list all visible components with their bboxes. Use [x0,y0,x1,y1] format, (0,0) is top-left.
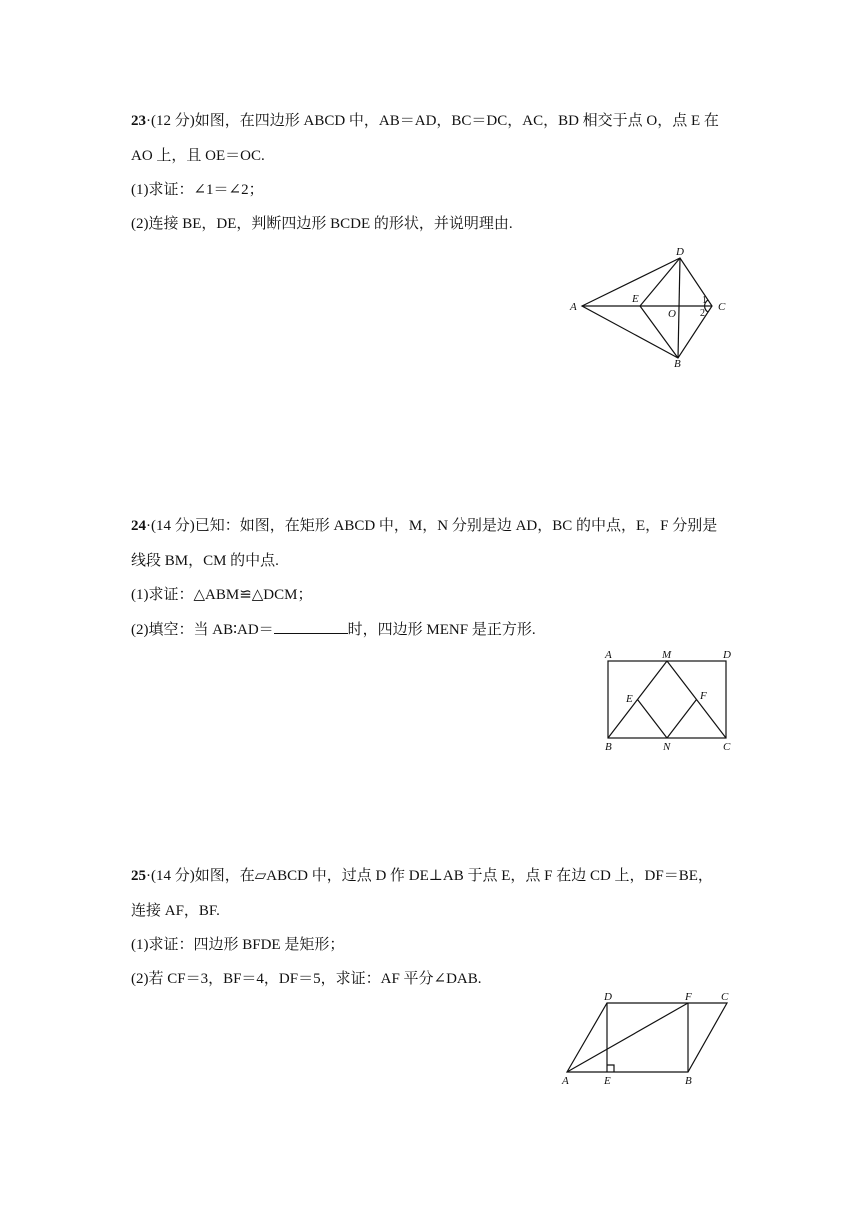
q25-number: 25 [131,868,146,884]
q25-head-line [131,866,713,886]
q24-head-line [131,516,717,536]
q25-parallelogram-abcd [567,1003,727,1072]
q23-label-o: O [668,308,676,320]
q25-label-c: C [721,991,729,1003]
q23-part1: (1)求证：∠1＝∠2； [131,182,264,198]
q24-label-d: D [723,649,731,661]
q23-part2: (2)连接 BE，DE，判断四边形 BCDE 的形状，并说明理由. [131,216,513,232]
q23-diagonal-bd [678,258,680,358]
q25-segment-af [567,1003,688,1072]
q25-part2: (2)若 CF＝3，BF＝4，DF＝5，求证：AF 平分∠DAB. [131,971,482,987]
q23-label-b: B [674,358,681,370]
q24-number: 24 [131,518,146,534]
q24-label-a: A [605,649,612,661]
q23-label-d: D [676,246,684,258]
q25-label-e: E [604,1075,611,1087]
q25-label-a: A [562,1075,569,1087]
q23-number: 23 [131,113,146,129]
q24-label-m: M [662,649,672,661]
q24-label-f: F [700,690,707,702]
q24-part2-before: (2)填空：当 AB∶AD＝ [131,622,274,638]
q24-part1: (1)求证：△ABM≌△DCM； [131,587,313,603]
q24-answer-blank[interactable] [274,619,348,634]
q24-part2-after: 时，四边形 MENF 是正方形. [347,622,536,638]
q24-segment-en [638,700,668,739]
q25-label-b: B [685,1075,692,1087]
q23-head-line [131,111,719,131]
q23-segment-de [640,258,680,306]
q23-quad-abcd [582,258,712,358]
q24-label-n: N [663,741,671,753]
q24-figure [600,646,740,758]
q25-stem-cont: 连接 AF，BF. [131,903,220,919]
q25-part1: (1)求证：四边形 BFDE 是矩形； [131,937,345,953]
q23-label-c: C [718,301,726,313]
q23-stem: ·(12 分)如图，在四边形 ABCD 中，AB＝AD，BC＝DC，AC，BD 相交于点 O，点 E 在 [146,113,719,129]
q24-segment-fn [667,700,697,739]
q24-stem: ·(14 分)已知：如图，在矩形 ABCD 中，M，N 分别是边 AD，BC 的中点，E，F 分别是 [146,518,718,534]
q25-label-d: D [604,991,612,1003]
q24-label-e: E [626,693,633,705]
q25-label-f: F [685,991,692,1003]
q25-figure [555,988,740,1093]
q25-right-angle-mark [607,1065,614,1072]
q23-stem-cont: AO 上，且 OE＝OC. [131,148,265,164]
q23-figure [560,240,740,370]
q23-label-e: E [632,293,639,305]
q24-part2 [131,619,536,640]
q24-label-c: C [723,741,731,753]
q25-stem: ·(14 分)如图，在▱ABCD 中，过点 D 作 DE⊥AB 于点 E，点 F 在边 CD 上，DF＝BE， [146,868,713,884]
q23-label-a: A [570,301,577,313]
q23-label-2: 2 [700,308,705,319]
q24-stem-cont: 线段 BM，CM 的中点. [131,553,279,569]
q24-label-b: B [605,741,612,753]
q23-label-1: 1 [702,295,707,306]
